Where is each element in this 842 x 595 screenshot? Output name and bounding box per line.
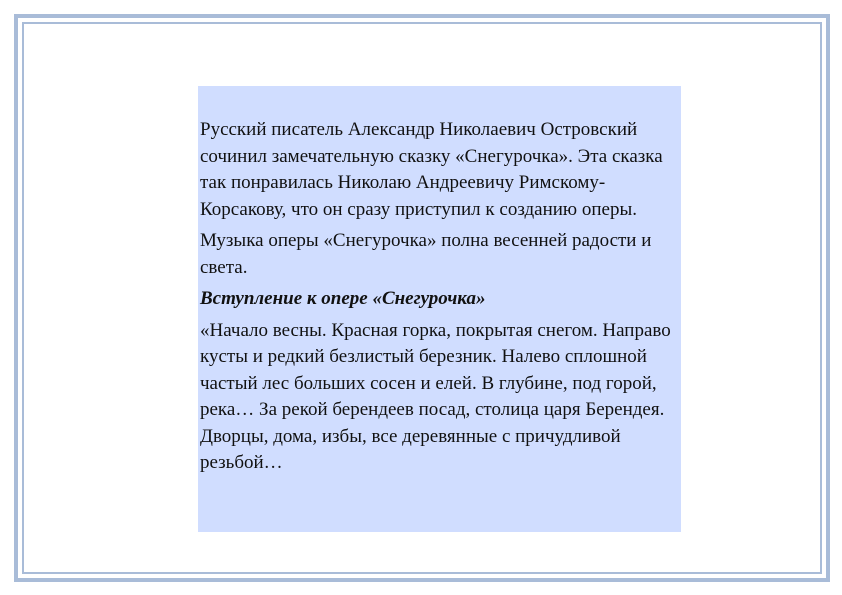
quote-paragraph: «Начало весны. Красная горка, покрытая снегом. Направо кусты и редкий безлистый березник. Налево сплошной частый лес больших сосен и елей. В глубине, под горой, река… За рекой берендеев посад, столица царя Берендея. Дворцы, дома, избы, все деревянные с причудливой резьбой… bbox=[200, 319, 671, 473]
music-paragraph: Музыка оперы «Снегурочка» полна весенней радости и света. bbox=[200, 230, 652, 278]
text-box bbox=[198, 86, 681, 532]
intro-paragraph: Русский писатель Александр Николаевич Островский сочинил замечательную сказку «Снегурочка». Эта сказка так понравилась Николаю Андреевичу Римскому-Корсакову, что он сразу приступил к созданию оперы. bbox=[200, 119, 663, 220]
section-heading: Вступление к опере «Снегурочка» bbox=[200, 288, 486, 309]
